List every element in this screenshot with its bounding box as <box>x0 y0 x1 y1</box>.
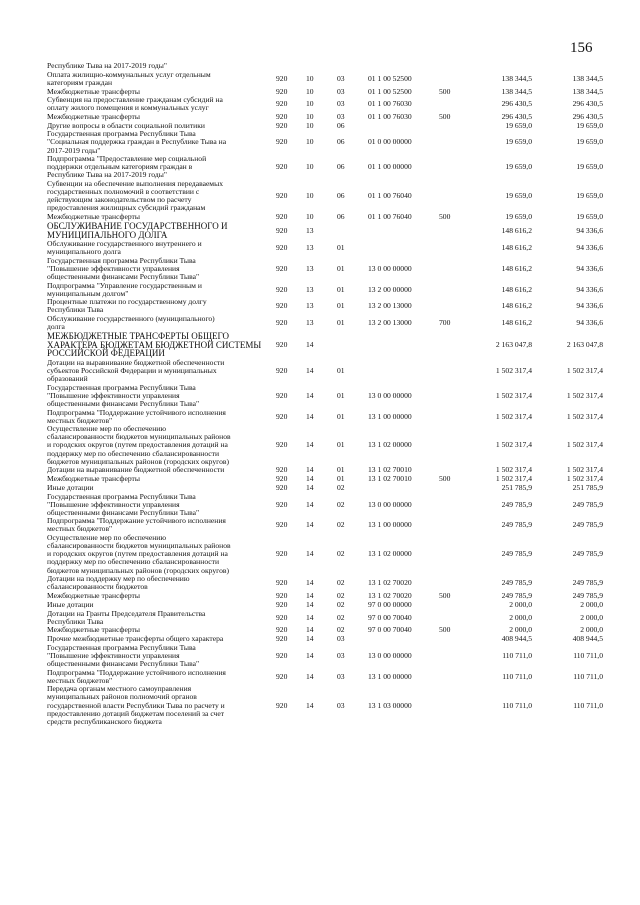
table-row <box>0 601 640 609</box>
row-cs: 13 0 00 00000 <box>368 499 412 509</box>
row-gr: 920 <box>276 625 288 635</box>
row-rz: 14 <box>306 549 314 559</box>
row-gr: 920 <box>276 440 288 450</box>
table-row <box>0 180 640 212</box>
row-name: Государственная программа Республики Тыва "Повышение эффективности управления общественными финансами Республики Тыва" <box>47 642 200 668</box>
row-pr: 01 <box>337 390 345 400</box>
row-gr: 920 <box>276 225 288 235</box>
row-value-2: 2 000,0 <box>580 612 603 622</box>
row-value-1: 19 659,0 <box>505 191 532 201</box>
row-pr: 01 <box>337 411 345 421</box>
row-value-2: 1 502 317,4 <box>566 440 603 450</box>
row-cs: 01 0 00 00000 <box>368 137 412 147</box>
row-value-2: 1 502 317,4 <box>566 411 603 421</box>
row-pr: 01 <box>337 318 345 328</box>
row-rz: 10 <box>306 162 314 172</box>
row-pr: 03 <box>337 86 345 96</box>
row-name: Подпрограмма "Поддержание устойчивого исполнения местных бюджетов" <box>47 407 226 425</box>
row-gr: 920 <box>276 520 288 530</box>
table-row <box>0 240 640 256</box>
row-rz: 13 <box>306 242 314 252</box>
row-value-2: 94 336,6 <box>576 301 603 311</box>
row-value-1: 19 659,0 <box>505 162 532 172</box>
row-cs: 13 1 00 00000 <box>368 671 412 681</box>
row-value-2: 19 659,0 <box>576 120 603 130</box>
row-gr: 920 <box>276 162 288 172</box>
row-rz: 13 <box>306 318 314 328</box>
row-value-1: 251 785,9 <box>501 482 532 492</box>
row-vr: 700 <box>439 318 451 328</box>
table-row <box>0 493 640 517</box>
row-gr: 920 <box>276 612 288 622</box>
row-vr: 500 <box>439 212 451 222</box>
row-rz: 14 <box>306 591 314 601</box>
row-rz: 13 <box>306 284 314 294</box>
row-name: Подпрограмма "Управление государственным и муниципальным долгом" <box>47 280 202 298</box>
row-value-2: 19 659,0 <box>576 191 603 201</box>
row-value-1: 2 000,0 <box>509 599 532 609</box>
row-cs: 97 0 00 70040 <box>368 612 412 622</box>
table-row <box>0 257 640 281</box>
row-value-2: 251 785,9 <box>572 482 603 492</box>
row-value-2: 94 336,6 <box>576 242 603 252</box>
row-pr: 06 <box>337 191 345 201</box>
row-name: Иные дотации <box>47 599 94 609</box>
row-value-1: 19 659,0 <box>505 120 532 130</box>
table-row <box>0 113 640 121</box>
row-cs: 13 1 00 00000 <box>368 520 412 530</box>
row-cs: 01 1 00 52500 <box>368 86 412 96</box>
row-rz: 10 <box>306 120 314 130</box>
row-cs: 01 1 00 00000 <box>368 162 412 172</box>
row-vr: 500 <box>439 112 451 121</box>
table-row <box>0 644 640 668</box>
row-value-2: 2 163 047,8 <box>566 340 603 349</box>
row-name: Передача органам местного самоуправления муниципальных районов полномочий органов государственной власти Республики Тыва по расчету и предоставлению дотаций бюджетам поселений за счет средств республиканского бюджета <box>47 684 225 726</box>
row-value-1: 148 616,2 <box>501 263 532 273</box>
row-cs: 13 0 00 00000 <box>368 650 412 660</box>
row-rz: 14 <box>306 520 314 530</box>
row-value-2: 138 344,5 <box>572 86 603 96</box>
row-name: Дотации на выравнивание бюджетной обеспеченности <box>47 465 225 475</box>
row-value-2: 249 785,9 <box>572 520 603 530</box>
table-row <box>0 592 640 600</box>
table-row <box>0 475 640 483</box>
row-name: Процентные платежи по государственному долгу Республики Тыва <box>47 297 207 315</box>
row-cs: 97 0 00 70040 <box>368 625 412 635</box>
row-cs: 13 1 02 70010 <box>368 474 412 484</box>
row-pr: 01 <box>337 365 345 375</box>
row-value-1: 249 785,9 <box>501 549 532 559</box>
row-name: Подпрограмма "Поддержание устойчивого исполнения местных бюджетов" <box>47 516 226 534</box>
row-pr: 02 <box>337 578 345 588</box>
table-row <box>0 96 640 112</box>
row-gr: 920 <box>276 191 288 201</box>
row-name: Другие вопросы в области социальной политики <box>47 120 205 130</box>
row-rz: 14 <box>306 671 314 681</box>
row-value-1: 1 502 317,4 <box>495 390 532 400</box>
row-value-1: 1 502 317,4 <box>495 365 532 375</box>
row-pr: 01 <box>337 242 345 252</box>
row-value-1: 249 785,9 <box>501 520 532 530</box>
row-value-2: 249 785,9 <box>572 549 603 559</box>
row-gr: 920 <box>276 86 288 96</box>
row-cs: 13 0 00 00000 <box>368 263 412 273</box>
row-name: Обслуживание государственного внутреннего и муниципального долга <box>47 238 202 256</box>
row-gr: 920 <box>276 411 288 421</box>
row-rz: 10 <box>306 86 314 96</box>
row-value-2: 94 336,6 <box>576 284 603 294</box>
row-name: Субвенция на предоставление гражданам субсидий на оплату жилого помещения и коммунальных услуг <box>47 95 223 113</box>
row-rz: 10 <box>306 99 314 109</box>
table-row <box>0 575 640 591</box>
table-row <box>0 669 640 685</box>
row-name: Межбюджетные трансферты <box>47 591 140 601</box>
row-value-1: 249 785,9 <box>501 578 532 588</box>
row-pr: 02 <box>337 591 345 601</box>
row-pr: 02 <box>337 625 345 635</box>
row-rz: 14 <box>306 440 314 450</box>
row-pr: 06 <box>337 212 345 222</box>
row-name: Осуществление мер по обеспечению сбалансированности бюджетов муниципальных районов и городских округов (путем предоставления дотаций на поддержку мер по обеспечению сбалансированности бюджетов муниципальных районов (городских округов) <box>47 424 231 466</box>
table-row <box>0 635 640 643</box>
table-row <box>0 315 640 331</box>
row-value-2: 94 336,6 <box>576 318 603 328</box>
row-rz: 14 <box>306 474 314 484</box>
row-pr: 01 <box>337 440 345 450</box>
row-pr: 06 <box>337 137 345 147</box>
row-pr: 02 <box>337 499 345 509</box>
row-value-2: 408 944,5 <box>572 634 603 643</box>
row-value-2: 249 785,9 <box>572 578 603 588</box>
row-value-2: 110 711,0 <box>573 650 603 660</box>
row-name: Дотации на Гранты Председателя Правительства Республики Тыва <box>47 608 206 626</box>
row-rz: 10 <box>306 73 314 83</box>
row-name: МЕЖБЮДЖЕТНЫЕ ТРАНСФЕРТЫ ОБЩЕГО ХАРАКТЕРА БЮДЖЕТАМ БЮДЖЕТНОЙ СИСТЕМЫ РОССИЙСКОЙ ФЕДЕРАЦИИ <box>47 331 262 359</box>
table-row <box>0 409 640 425</box>
row-rz: 14 <box>306 390 314 400</box>
table-row <box>0 384 640 408</box>
row-value-2: 249 785,9 <box>572 591 603 601</box>
table-row <box>0 130 640 154</box>
row-name: Субвенции на обеспечение выполнения передаваемых государственных полномочий в соответствии с действующим законодательством по расчету предоставления жилищных субсидий гражданам <box>47 179 224 213</box>
row-pr: 02 <box>337 549 345 559</box>
table-row <box>0 332 640 358</box>
row-rz: 14 <box>306 634 314 643</box>
row-gr: 920 <box>276 549 288 559</box>
row-value-1: 2 000,0 <box>509 625 532 635</box>
row-name: Государственная программа Республики Тыва "Повышение эффективности управления общественными финансами Республики Тыва" <box>47 491 200 517</box>
row-rz: 14 <box>306 465 314 475</box>
row-rz: 14 <box>306 499 314 509</box>
row-cs: 01 1 00 76040 <box>368 191 412 201</box>
row-cs: 13 1 00 00000 <box>368 411 412 421</box>
row-vr: 500 <box>439 474 451 484</box>
row-rz: 13 <box>306 301 314 311</box>
row-vr: 500 <box>439 591 451 601</box>
row-pr: 02 <box>337 482 345 492</box>
row-value-1: 408 944,5 <box>501 634 532 643</box>
row-gr: 920 <box>276 242 288 252</box>
row-value-1: 296 430,5 <box>501 99 532 109</box>
row-cs: 01 1 00 76030 <box>368 112 412 121</box>
table-row <box>0 685 640 726</box>
table-row <box>0 610 640 626</box>
row-name: Подпрограмма "Предоставление мер социальной поддержки отдельным категориям граждан в Республике Тыва на 2017-2019 годы" <box>47 154 207 180</box>
row-pr: 03 <box>337 112 345 121</box>
row-value-1: 110 711,0 <box>502 650 532 660</box>
row-pr: 03 <box>337 650 345 660</box>
row-rz: 14 <box>306 650 314 660</box>
table-row <box>0 62 640 70</box>
row-pr: 03 <box>337 634 345 643</box>
row-cs: 13 1 03 00000 <box>368 700 412 710</box>
row-value-1: 138 344,5 <box>501 86 532 96</box>
row-value-2: 94 336,6 <box>576 225 603 235</box>
row-value-1: 148 616,2 <box>501 225 532 235</box>
row-pr: 06 <box>337 162 345 172</box>
row-name: Государственная программа Республики Тыва "Повышение эффективности управления общественными финансами Республики Тыва" <box>47 382 200 408</box>
row-value-2: 19 659,0 <box>576 212 603 222</box>
row-gr: 920 <box>276 474 288 484</box>
row-value-2: 296 430,5 <box>572 99 603 109</box>
row-rz: 14 <box>306 599 314 609</box>
row-name: Дотации на выравнивание бюджетной обеспеченности субъектов Российской Федерации и муниципальных образований <box>47 357 225 383</box>
row-value-2: 2 000,0 <box>580 599 603 609</box>
row-value-1: 296 430,5 <box>501 112 532 121</box>
row-name: Дотации на поддержку мер по обеспечению сбалансированности бюджетов <box>47 574 190 592</box>
row-name: Иные дотации <box>47 482 94 492</box>
row-value-1: 249 785,9 <box>501 591 532 601</box>
row-name: Государственная программа Республики Тыва "Повышение эффективности управления общественными финансами Республики Тыва" <box>47 255 200 281</box>
row-value-2: 296 430,5 <box>572 112 603 121</box>
row-value-2: 1 502 317,4 <box>566 365 603 375</box>
table-row <box>0 155 640 179</box>
row-cs: 13 2 00 00000 <box>368 284 412 294</box>
row-gr: 920 <box>276 634 288 643</box>
table-row <box>0 282 640 298</box>
row-pr: 01 <box>337 301 345 311</box>
page-number: 156 <box>570 40 593 56</box>
row-gr: 920 <box>276 301 288 311</box>
row-name: Осуществление мер по обеспечению сбалансированности бюджетов муниципальных районов и городских округов (путем предоставления дотаций на поддержку мер по обеспечению сбалансированности бюджетов муниципальных районов (городских округов) <box>47 533 231 575</box>
row-value-1: 2 000,0 <box>509 612 532 622</box>
row-cs: 01 1 00 52500 <box>368 73 412 83</box>
row-rz: 14 <box>306 340 314 349</box>
row-pr: 01 <box>337 284 345 294</box>
row-cs: 13 2 00 13000 <box>368 301 412 311</box>
row-rz: 10 <box>306 137 314 147</box>
row-pr: 06 <box>337 120 345 130</box>
row-name: Межбюджетные трансферты <box>47 625 140 635</box>
row-pr: 01 <box>337 474 345 484</box>
row-value-2: 19 659,0 <box>576 162 603 172</box>
row-gr: 920 <box>276 700 288 710</box>
table-row <box>0 71 640 87</box>
row-gr: 920 <box>276 578 288 588</box>
row-rz: 14 <box>306 612 314 622</box>
row-value-1: 1 502 317,4 <box>495 440 532 450</box>
row-value-1: 19 659,0 <box>505 212 532 222</box>
row-pr: 02 <box>337 599 345 609</box>
row-value-1: 1 502 317,4 <box>495 474 532 484</box>
row-rz: 14 <box>306 700 314 710</box>
row-pr: 02 <box>337 612 345 622</box>
row-gr: 920 <box>276 482 288 492</box>
row-vr: 500 <box>439 625 451 635</box>
row-rz: 14 <box>306 411 314 421</box>
row-value-1: 148 616,2 <box>501 301 532 311</box>
row-gr: 920 <box>276 99 288 109</box>
table-row <box>0 534 640 575</box>
row-value-1: 148 616,2 <box>501 242 532 252</box>
row-value-2: 94 336,6 <box>576 263 603 273</box>
row-cs: 01 1 00 76040 <box>368 212 412 222</box>
row-gr: 920 <box>276 120 288 130</box>
row-cs: 13 2 00 13000 <box>368 318 412 328</box>
row-value-2: 1 502 317,4 <box>566 390 603 400</box>
row-pr: 03 <box>337 700 345 710</box>
row-cs: 01 1 00 76030 <box>368 99 412 109</box>
row-cs: 13 1 02 70020 <box>368 591 412 601</box>
table-row <box>0 359 640 383</box>
row-rz: 14 <box>306 625 314 635</box>
row-cs: 13 0 00 00000 <box>368 390 412 400</box>
row-value-2: 1 502 317,4 <box>566 474 603 484</box>
row-value-1: 1 502 317,4 <box>495 465 532 475</box>
row-name: Межбюджетные трансферты <box>47 474 140 484</box>
row-rz: 10 <box>306 112 314 121</box>
row-value-2: 110 711,0 <box>573 700 603 710</box>
row-pr: 02 <box>337 520 345 530</box>
row-name: Оплата жилищно-коммунальных услуг отдельным категориям граждан <box>47 69 211 87</box>
row-gr: 920 <box>276 671 288 681</box>
row-cs: 97 0 00 00000 <box>368 599 412 609</box>
row-name: Обслуживание государственного (муниципального) долга <box>47 314 215 332</box>
row-gr: 920 <box>276 390 288 400</box>
table-row <box>0 425 640 466</box>
row-value-1: 148 616,2 <box>501 318 532 328</box>
table-row <box>0 298 640 314</box>
row-gr: 920 <box>276 599 288 609</box>
row-value-2: 1 502 317,4 <box>566 465 603 475</box>
row-cs: 13 1 02 00000 <box>368 549 412 559</box>
row-value-2: 138 344,5 <box>572 73 603 83</box>
row-rz: 10 <box>306 212 314 222</box>
row-gr: 920 <box>276 650 288 660</box>
row-value-1: 2 163 047,8 <box>495 340 532 349</box>
row-gr: 920 <box>276 263 288 273</box>
row-rz: 14 <box>306 365 314 375</box>
table-row <box>0 484 640 492</box>
row-name: Республике Тыва на 2017-2019 годы" <box>47 61 167 70</box>
row-value-2: 110 711,0 <box>573 671 603 681</box>
row-name: Межбюджетные трансферты <box>47 212 140 222</box>
row-gr: 920 <box>276 284 288 294</box>
table-row <box>0 222 640 239</box>
row-value-1: 249 785,9 <box>501 499 532 509</box>
row-gr: 920 <box>276 499 288 509</box>
row-value-1: 110 711,0 <box>502 671 532 681</box>
row-name: Подпрограмма "Поддержание устойчивого исполнения местных бюджетов" <box>47 667 226 685</box>
row-pr: 03 <box>337 671 345 681</box>
row-gr: 920 <box>276 318 288 328</box>
row-value-2: 2 000,0 <box>580 625 603 635</box>
row-name: ОБСЛУЖИВАНИЕ ГОСУДАРСТВЕННОГО И МУНИЦИПАЛЬНОГО ДОЛГА <box>47 220 228 240</box>
row-gr: 920 <box>276 340 288 349</box>
row-value-1: 19 659,0 <box>505 137 532 147</box>
row-rz: 10 <box>306 191 314 201</box>
row-value-1: 1 502 317,4 <box>495 411 532 421</box>
row-cs: 13 1 02 00000 <box>368 440 412 450</box>
row-gr: 920 <box>276 465 288 475</box>
row-value-2: 19 659,0 <box>576 137 603 147</box>
row-vr: 500 <box>439 86 451 96</box>
row-cs: 13 1 02 70020 <box>368 578 412 588</box>
row-pr: 01 <box>337 465 345 475</box>
row-gr: 920 <box>276 365 288 375</box>
row-rz: 14 <box>306 482 314 492</box>
row-gr: 920 <box>276 212 288 222</box>
row-name: Государственная программа Республики Тыва "Социальная поддержка граждан в Республике Тыва на 2017-2019 годы" <box>47 129 227 155</box>
row-value-1: 138 344,5 <box>501 73 532 83</box>
table-row <box>0 517 640 533</box>
row-value-1: 110 711,0 <box>502 700 532 710</box>
row-rz: 13 <box>306 263 314 273</box>
row-gr: 920 <box>276 73 288 83</box>
row-gr: 920 <box>276 137 288 147</box>
row-pr: 01 <box>337 263 345 273</box>
row-cs: 13 1 02 70010 <box>368 465 412 475</box>
row-pr: 03 <box>337 99 345 109</box>
row-gr: 920 <box>276 591 288 601</box>
row-rz: 14 <box>306 578 314 588</box>
row-name: Прочие межбюджетные трансферты общего характера <box>47 634 224 643</box>
row-value-2: 249 785,9 <box>572 499 603 509</box>
row-rz: 13 <box>306 225 314 235</box>
row-pr: 03 <box>337 73 345 83</box>
row-name: Межбюджетные трансферты <box>47 112 140 121</box>
row-gr: 920 <box>276 112 288 121</box>
row-value-1: 148 616,2 <box>501 284 532 294</box>
row-name: Межбюджетные трансферты <box>47 86 140 96</box>
